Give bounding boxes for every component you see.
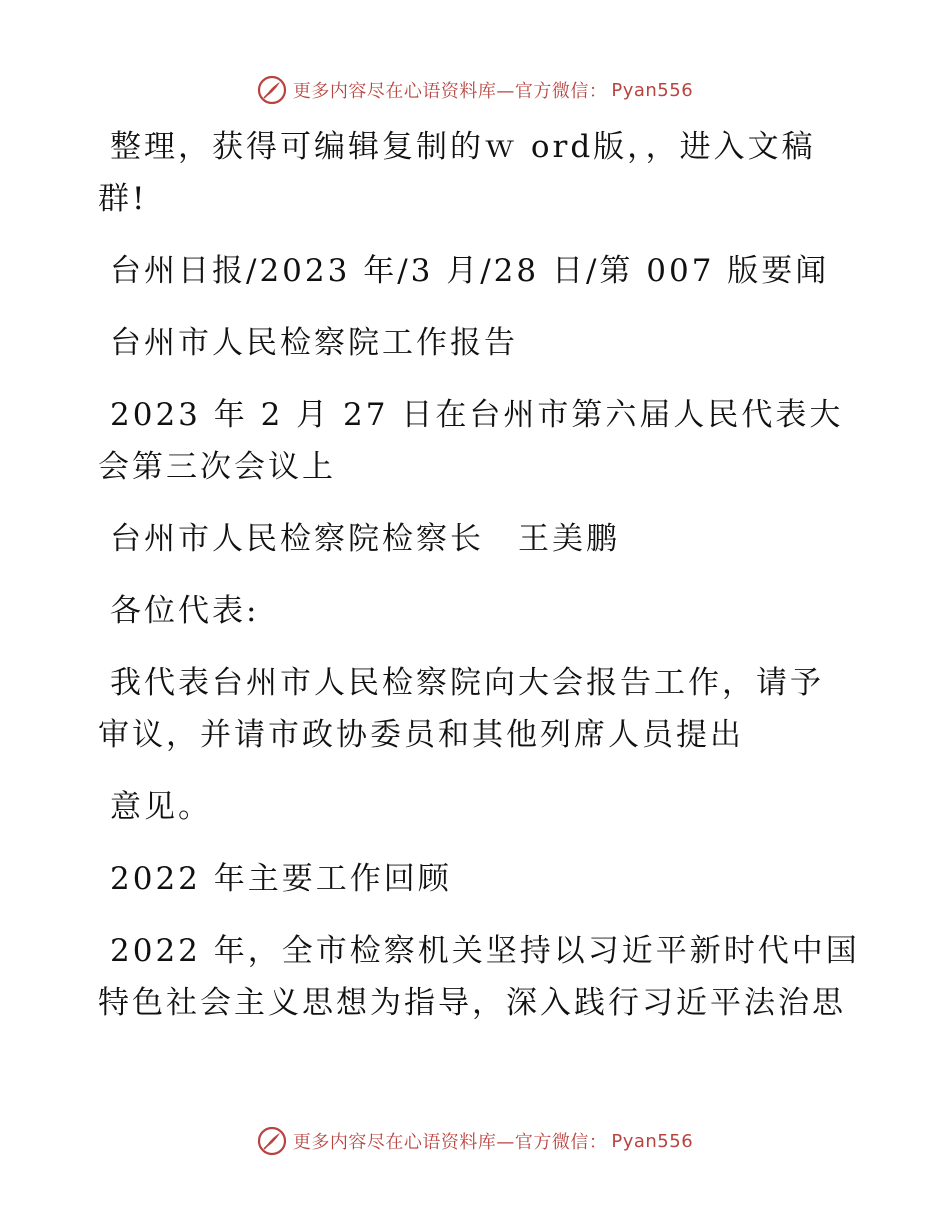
paragraph-line: 审议，并请市政协委员和其他列席人员提出 xyxy=(98,717,744,753)
paragraph-line: 各位代表: xyxy=(110,593,260,629)
paragraph-source xyxy=(98,245,858,297)
quill-pen-logo-icon xyxy=(257,75,287,105)
paragraph-line: 2023 年 2 月 27 日在台州市第六届人民代表大 xyxy=(110,397,844,433)
paragraph-line: 我代表台州市人民检察院向大会报告工作，请予 xyxy=(110,665,824,701)
quill-pen-logo-icon xyxy=(257,1126,287,1156)
watermark-text: 更多内容尽在心语资料库—官方微信： xyxy=(292,1132,608,1153)
paragraph-line: 台州市人民检察院工作报告 xyxy=(110,325,518,361)
watermark-text: 更多内容尽在心语资料库—官方微信： xyxy=(292,81,608,102)
paragraph-line: 台州日报/2023 年/3 月/28 日/第 007 版要闻 xyxy=(110,253,830,289)
paragraph-line: 特色社会主义思想为指导，深入践行习近平法治思 xyxy=(98,985,846,1021)
document-body xyxy=(98,121,858,1029)
paragraph-speaker xyxy=(98,513,858,565)
paragraph-review xyxy=(98,925,858,1029)
footer-watermark xyxy=(0,1121,950,1161)
paragraph-line: 群! xyxy=(98,181,148,217)
paragraph-line: 台州市人民检察院检察长 王美鹏 xyxy=(110,521,620,557)
paragraph-opening xyxy=(98,657,858,761)
paragraph-opinion xyxy=(98,781,858,833)
header-watermark xyxy=(0,70,950,110)
paragraph-line: 2022 年主要工作回顾 xyxy=(110,861,452,897)
paragraph-occasion xyxy=(98,389,858,493)
paragraph-line: 2022 年，全市检察机关坚持以习近平新时代中国 xyxy=(110,933,860,969)
paragraph-line: 整理，获得可编辑复制的ｗ ord版，，进入文稿 xyxy=(110,129,816,165)
section-heading xyxy=(98,853,858,905)
paragraph-salutation xyxy=(98,585,858,637)
paragraph-intro xyxy=(98,121,858,225)
paragraph-title xyxy=(98,317,858,369)
paragraph-line: 意见。 xyxy=(110,789,212,825)
watermark-wechat-id: Pyan556 xyxy=(611,1130,694,1152)
watermark-wechat-id: Pyan556 xyxy=(611,79,694,101)
paragraph-line: 会第三次会议上 xyxy=(98,449,336,485)
